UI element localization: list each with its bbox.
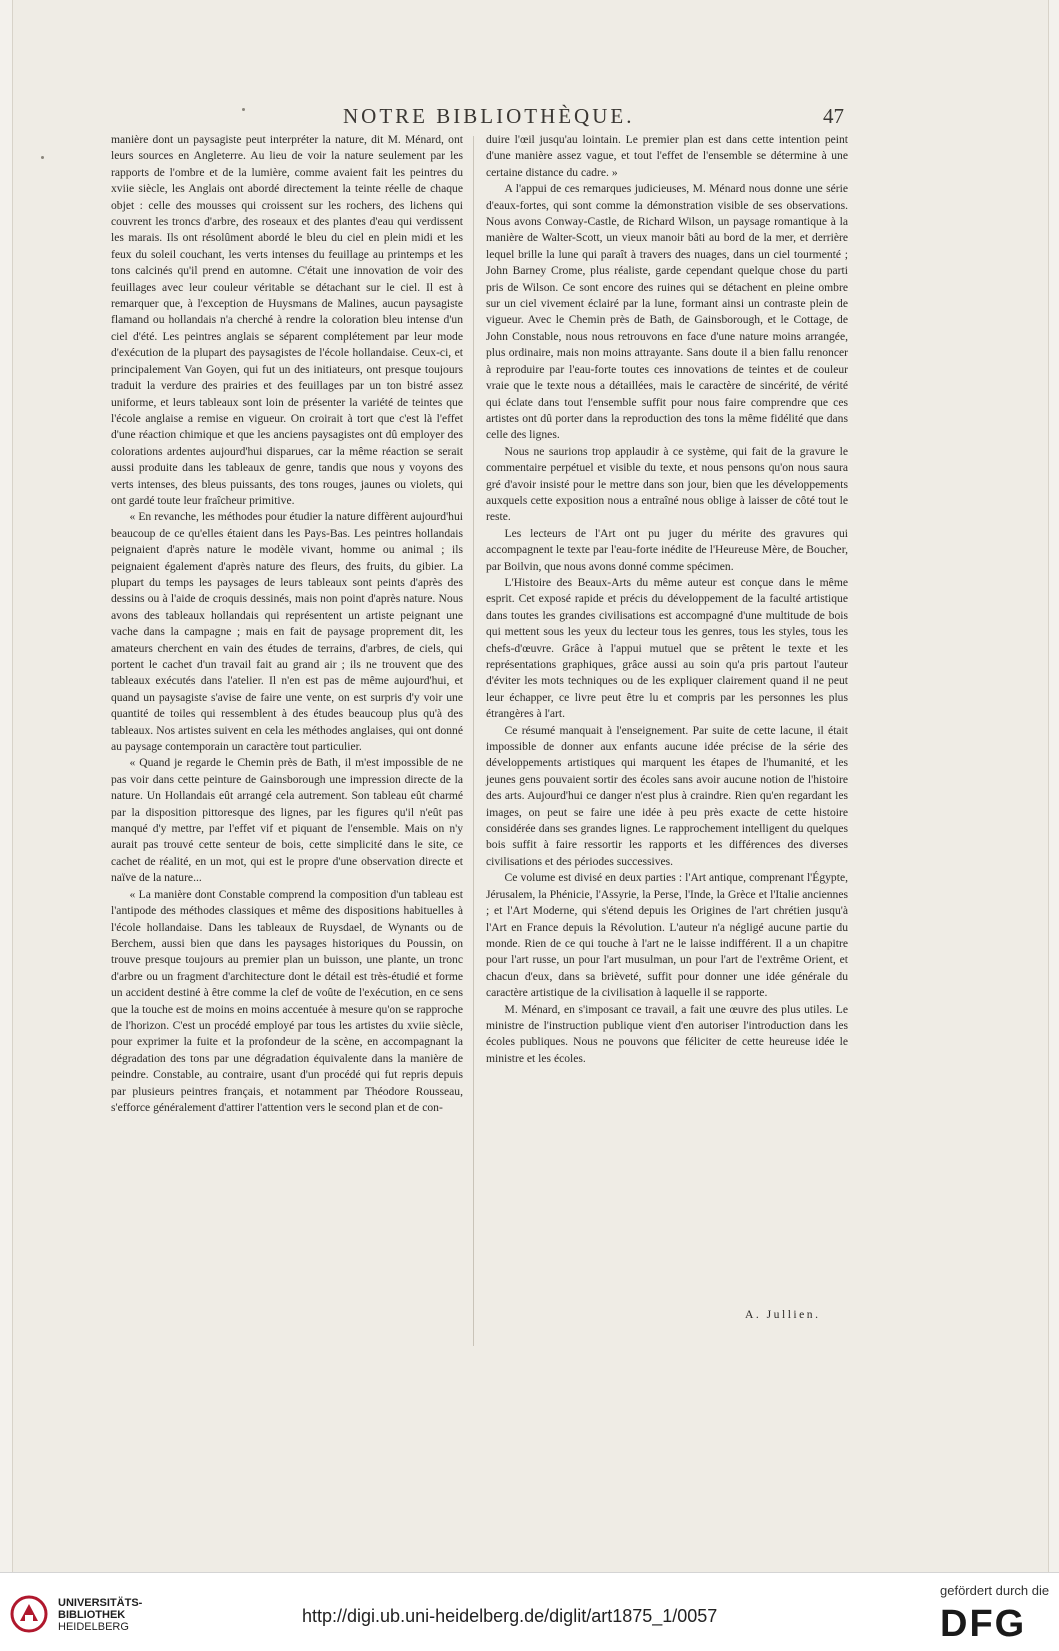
paragraph: Les lecteurs de l'Art ont pu juger du mérite des gravures qui accompagnent le texte par l'eau-forte inédite de l'Heureuse Mère, de Boucher, par Boilvin, que nous avons donné comme spécimen.: [486, 526, 848, 573]
library-name[interactable]: UNIVERSITÄTS- BIBLIOTHEK HEIDELBERG: [58, 1597, 143, 1633]
footer-bar: [0, 1572, 1059, 1651]
page-number: 47: [823, 104, 844, 128]
paragraph: duire l'œil jusqu'au lointain. Le premier plan est dans cette intention peint d'une manière assez vague, et tout l'effet de l'ensemble se détermine à une certaine distance du cadre. »: [486, 133, 848, 179]
right-text-column: [486, 132, 848, 1067]
paragraph: Nous ne saurions trop applaudir à ce système, qui fait de la gravure le commentaire perpétuel et visible du texte, et nous pensons qu'on nous saura gré d'avoir insisté pour le mettre dans son jour, bien que les développements auxquels cette exposition nous a entraîné nous oblige à laisser de côté tout le reste.: [486, 444, 848, 524]
paragraph: « Quand je regarde le Chemin près de Bath, il m'est impossible de ne pas voir dans cette peinture de Gainsborough une impression directe de la nature. Un Hollandais eût arrangé cela autrement. Son tableau eût charmé par la disposition pittoresque des lignes, par les figures qu'il n'eût pas manqué d'y mettre, par l'effet vif et piquant de l'ensemble. Mais on n'y aurait pas trouvé cette senteur de bois, cette simplicité dans le site, ce cachet de réalité, en un mot, qui est le propre d'une observation directe et naïve de la nature...: [111, 756, 463, 885]
scanned-page: [12, 0, 1049, 1572]
paragraph: L'Histoire des Beaux-Arts du même auteur est conçue dans le même esprit. Cet exposé rapide et précis du développement de la faculté artistique dans toutes les grandes civilisations est accompagné d'une multitude de bois qui mettent sous les yeux du lecteur tous les genres, tous les styles, tous les chefs-d'œuvre. Grâce à l'appui mutuel que se prêtent le texte et les représentations graphiques, grâce aussi au soin qu'a pris partout l'auteur d'éviter les mots techniques ou de les expliquer clairement quand il ne peut leur échapper, ce livre peut être lu et compris par les personnes les plus étrangères à l'art.: [486, 575, 848, 721]
paragraph: Ce résumé manquait à l'enseignement. Par suite de cette lacune, il était impossible de donner aux enfants aucune idée précise de la série des développements artistiques qui marquent les étapes de l'humanité, et les jeunes gens pouvaient sortir des écoles sans avoir aucune notion de l'histoire des arts. Aujourd'hui ce danger n'est plus à craindre. Rien qu'en regardant les images, on peut se faire une idée à peu près exacte de cette histoire considérée dans ses grandes lignes. Le rapprochement intelligent du quelques bois suffit à faire ressortir les rapports et les différences des diverses civilisations et des périodes successives.: [486, 723, 848, 868]
paper-speck: [41, 156, 44, 159]
paragraph: « La manière dont Constable comprend la composition d'un tableau est l'antipode des méthodes classiques et même des dispositions habituelles à l'école hollandaise. Dans les tableaux de Ruysdael, de Wynants ou de Berchem, aussi bien que dans les paysages historiques du Poussin, on trouve presque toujours au premier plan un buisson, une plante, un tronc d'arbre ou un fragment d'architecture dont le détail est très-étudié et forme un accident destiné à être comme la clef de voûte de l'exécution, en ce sens que la touche est de moins en moins accentuée à mesure qu'on se rapproche de l'horizon. C'est un procédé employé par tous les artistes du xviie siècle, pour exprimer la fuite et la profondeur de la scène, en accompagnant la dégradation des tons par une dégradation équivalente dans la manière de peindre. Constable, au contraire, usant d'un procédé qui fut repris depuis par plusieurs peintres français, et notamment par Théodore Rousseau, s'efforce généralement d'attirer l'attention vers le second plan et de con-: [111, 887, 463, 1114]
university-library-logo-icon[interactable]: [10, 1595, 48, 1633]
paragraph: « En revanche, les méthodes pour étudier la nature diffèrent aujourd'hui beaucoup de ce qu'elles étaient dans les Pays-Bas. Les peintres hollandais peignaient d'après nature le modèle vivant, homme ou animal ; ils peignaient également d'après nature des fleurs, des fruits, du gibier. La plupart du temps les paysages de leurs tableaux sont peints d'après des dessins ou à l'aide de croquis dessinés, mais non point d'après nature. Nous avons des tableaux hollandais qui représentent un artiste peignant une vache dans la campagne ; mais en fait de paysage proprement dit, les amateurs cherchent en vain des études de terrains, d'arbres, de ciels, qui portent le cachet d'un travail fait au grand air ; ils ne trouvent que des tableaux exécutés dans l'atelier. Il n'en est pas de même aujourd'hui, et quand un paysagiste s'avise de faire une vente, on est surpris d'y voir une quantité de toiles qui ressemblent à des études beaucoup plus qu'à des tableaux. Nos artistes suivent en cela les méthodes anglaises, qui ont donné au paysage contemporain un caractère tout particulier.: [111, 510, 463, 754]
paragraph: Ce volume est divisé en deux parties : l'Art antique, comprenant l'Égypte, Jérusalem, la Phénicie, l'Assyrie, la Perse, l'Inde, la Grèce et l'Italie anciennes ; et l'Art Moderne, qui s'étend depuis les Origines de l'art chrétien jusqu'à l'Art en France depuis la Révolution. L'auteur n'a négligé aucune partie du monde. Rien de ce qui touche à l'art ne le laisse indifférent. Il a un chapitre pour l'art russe, un pour l'art musulman, un pour l'art de l'extrême Orient, et chacun d'eux, dans sa brièveté, suffit pour donner une idée générale du caractère artistique de la civilisation à laquelle il se rapporte.: [486, 871, 848, 1000]
paragraph: manière dont un paysagiste peut interpréter la nature, dit M. Ménard, ont leurs sources en Angleterre. Au lieu de voir la nature seulement par les rapports de l'ombre et de la lumière, comme avaient fait les peintres du xviie siècle, les Anglais ont abordé directement la teinte réelle de chaque objet : celle des mousses qui croissent sur les rochers, des lichens qui couvrent les troncs d'arbre, des roseaux et des plantes d'eau qui verdissent les marais. Ils ont résolûment abordé le bleu du ciel en plein midi et les feux du soleil couchant, les verts intenses du feuillage au printemps et les tons calcinés qu'il prend en automne. C'était une innovation de voir des feuillages avec leur couleur véritable se détachant sur le ciel. Il est à remarquer que, à l'exception de Huysmans de Malines, aucun paysagiste flamand ou hollandais n'a cherché à rendre la coloration bleu intense d'un ciel d'été. Les peintres anglais se séparent complétement par leur mode d'exécution de la plupart des paysagistes de l'école hollandaise. Ceux-ci, et principalement Van Goyen, qui fut un des initiateurs, ont presque toujours traduit la verdure des prairies et des feuillages par un ton bistré assez uniforme, et leurs tableaux sont loin de présenter la variété de teintes que l'école anglaise a remise en vigueur. On croirait à tort que c'est là l'effet d'une réaction chimique et que les anciens paysagistes ont dû employer des colorations ardentes aujourd'hui disparues, car la même réaction se serait aussi produite dans les tableaux de genre, tandis que nous y voyons des verts intenses, des bleus puissants, des tons rouges, jaunes ou violets, qui ont gardé toute leur fraîcheur primitive.: [111, 133, 463, 507]
permalink-url[interactable]: http://digi.ub.uni-heidelberg.de/diglit/art1875_1/0057: [302, 1606, 718, 1626]
paragraph: A l'appui de ces remarques judicieuses, M. Ménard nous donne une série d'eaux-fortes, qui sont comme la démonstration visible de ses observations. Nous avons Conway-Castle, de Richard Wilson, un paysage romantique à la manière de Walter-Scott, un vieux manoir bâti au bord de la mer, et derrière lequel brille la lune qui paraît à travers des nuages, dans un ciel tourmenté ; John Barney Crome, plus réaliste, garde cependant quelque chose du parti pris de Wilson. Ce sont encore des ruines qui se détachent en pleine ombre sur un ciel vivement éclairé par la lune, formant ainsi un contraste plein de vigueur. Avec le Chemin près de Bath, de Gainsborough, et le Cottage, de John Constable, nous nous retrouvons en face d'une nature moins arrangée, plus ordinaire, mais non moins attrayante. Sans doute il a bien fallu renoncer à reproduire par l'eau-forte toutes ces innovations de teintes et de couleur vraie que le texte nous a détaillées, mais le caractère de sincérité, de vérité qui éclate dans tout l'ensemble suffit pour nous faire comprendre que ces artistes ont dû porter dans la reproduction des tons la même fidélité que dans celle des lignes.: [486, 182, 848, 442]
paper-speck: [242, 108, 245, 111]
author-signature: A. Jullien.: [745, 1308, 821, 1321]
dfg-logo[interactable]: DFG: [940, 1603, 1027, 1645]
column-divider: [473, 136, 474, 1346]
running-title: NOTRE BIBLIOTHÈQUE.: [343, 104, 635, 128]
left-text-column: [111, 132, 463, 1116]
sponsor-label: gefördert durch die: [940, 1583, 1050, 1598]
paragraph: M. Ménard, en s'imposant ce travail, a fait une œuvre des plus utiles. Le ministre de l'instruction publique vient d'en autoriser l'introduction dans les écoles publiques. Nous ne pouvons que féliciter de cette heureuse idée le ministre et les écoles.: [486, 1002, 848, 1065]
